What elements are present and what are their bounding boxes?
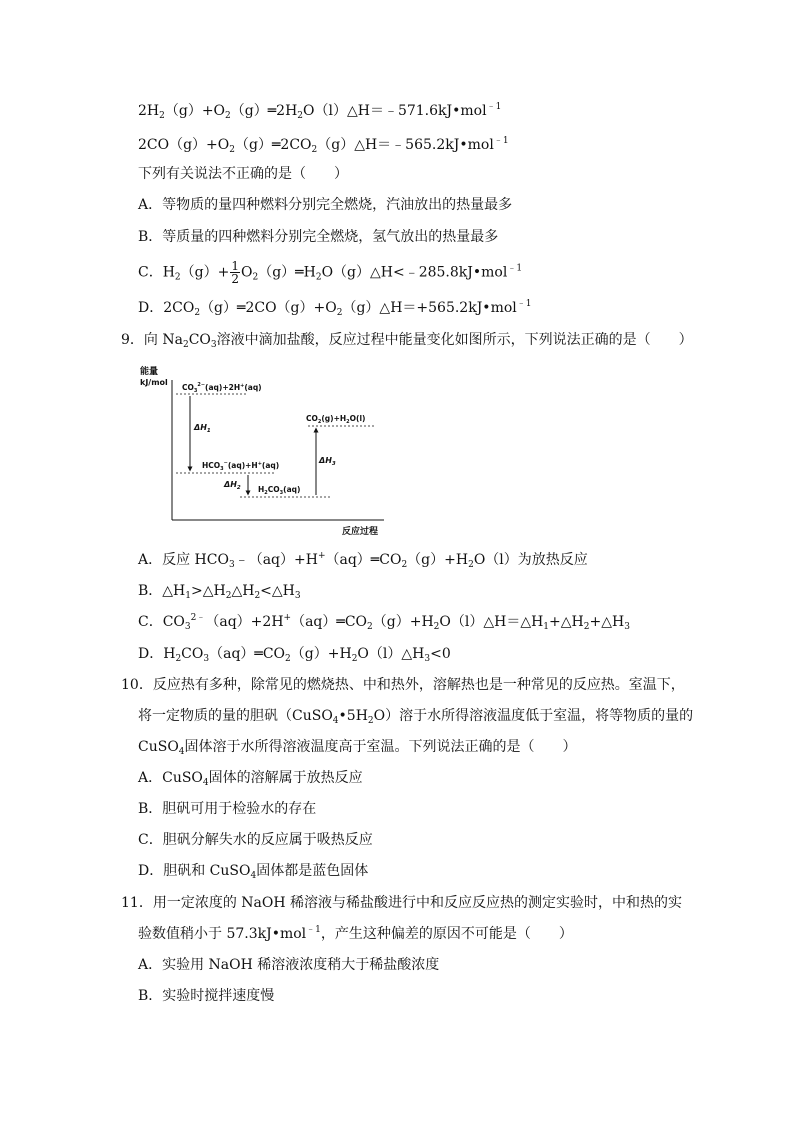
q10-stem-line-3: CuSO$_4$固体溶于水所得溶液温度高于室温。下列说法正确的是（ ） xyxy=(138,739,577,757)
q10-option-d: D．胆矾和 CuSO$_4$固体都是蓝色固体 xyxy=(138,863,369,881)
q11-stem-line-2: 验数值稍小于 57.3kJ•mol$^{﹣1}$，产生这种偏差的原因不可能是（ ） xyxy=(138,925,573,942)
q10-option-a: A．CuSO$_4$固体的溶解属于放热反应 xyxy=(138,770,363,788)
label-co2-h2o: $CO_2(g)+H_2O(l)$ xyxy=(306,414,366,425)
label-h2co3: $H_2CO_3(aq)$ xyxy=(258,485,301,496)
label-co3-2h: $CO_3^{2-}(aq)+2H^+(aq)$ xyxy=(182,382,262,394)
q8-option-b: B．等质量的四种燃料分别完全燃烧，氢气放出的热量最多 xyxy=(138,229,499,245)
q10-option-b: B．胆矾可用于检验水的存在 xyxy=(138,801,317,817)
y-axis-label-1: 能量 xyxy=(140,367,159,377)
energy-diagram xyxy=(140,360,400,540)
q11-option-a: A．实验用 NaOH 稀溶液浓度稍大于稀盐酸浓度 xyxy=(138,957,440,973)
label-dh1: $\Delta H_1$ xyxy=(194,423,211,434)
q9-option-d: D．$H_2CO_3(aq)═CO_2(g)+H_2O(l)\triangle H_3<0$ xyxy=(138,646,451,664)
q9-option-c: C．$CO_3^{2﹣}(aq)+2H^+(aq)═CO_2(g)+H_2O(l)\triangle H=\triangle H_1+\triangle H_2+\triangle H_3$ xyxy=(138,613,630,632)
y-axis-label-2: kJ/mol xyxy=(140,378,168,387)
q11-option-b: B．实验时搅拌速度慢 xyxy=(138,988,275,1004)
fraction-one-half: $\frac{1}{2}$ xyxy=(231,259,239,286)
q8-equation-1: $2H_2(g)+O_2(g)═2H_2O(l)\triangle H=﹣571.6kJ•mol^{﹣1}$ xyxy=(138,102,502,121)
label-hco3-h: $HCO_3^-(aq)+H^+(aq)$ xyxy=(202,460,280,472)
q8-option-d: D．$2CO_2(g)═2CO(g)+O_2(g)\triangle H=+565.2kJ•mol^{﹣1}$ xyxy=(138,299,532,318)
q8-stem: 下列有关说法不正确的是（ ） xyxy=(138,166,348,182)
q8-option-a: A．等物质的量四种燃料分别完全燃烧，汽油放出的热量最多 xyxy=(138,197,513,213)
q10-stem-line-2: 将一定物质的量的胆矾$(CuSO_4•5H_2O)$溶于水所得溶液温度低于室温，将等物质的量的 xyxy=(138,708,694,726)
q9-option-b: B．$\triangle H_1>\triangle H_2\triangle H_2<\triangle H_3$ xyxy=(138,583,301,601)
q8-option-c: C．$H_2(g)+$ $\frac{1}{2}$ $O_2(g)═H_2O(g)\triangle H<﹣285.8kJ•mol^{﹣1}$ xyxy=(138,259,523,286)
q9-stem: 9．向 $Na_2CO_3$溶液中滴加盐酸，反应过程中能量变化如图所示，下列说法正确的是（ ） xyxy=(121,332,693,350)
q10-option-c: C．胆矾分解失水的反应属于吸热反应 xyxy=(138,832,373,848)
label-dh2: $\Delta H_2$ xyxy=(224,480,241,491)
q8-equation-2: $2CO(g)+O_2(g)═2CO_2(g)\triangle H=﹣565.2kJ•mol^{﹣1}$ xyxy=(138,136,509,155)
q10-stem-line-1: 10．反应热有多种，除常见的燃烧热、中和热外，溶解热也是一种常见的反应热。室温下， xyxy=(121,677,685,693)
q9-option-a: A．反应 $HCO_3﹣(aq)+H^+(aq)═CO_2(g)+H_2O(l)$为放热反应 xyxy=(138,551,588,570)
q11-stem-line-1: 11．用一定浓度的 NaOH 稀溶液与稀盐酸进行中和反应反应热的测定实验时，中和热的实 xyxy=(121,895,682,911)
x-axis-label: 反应过程 xyxy=(342,527,379,537)
label-dh3: $\Delta H_3$ xyxy=(319,456,336,467)
